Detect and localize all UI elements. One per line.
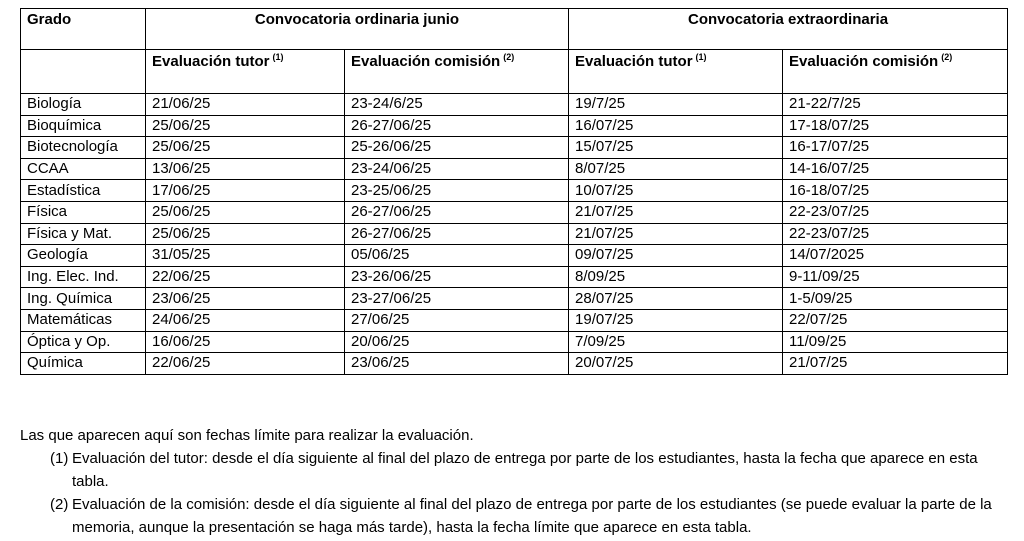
note-item <box>50 447 1010 493</box>
ext-comision-cell: 9-11/09/25 <box>783 266 1008 288</box>
table-row <box>21 331 1008 353</box>
ord-tutor-cell: 17/06/25 <box>146 180 345 202</box>
grado-header: Grado <box>21 9 146 50</box>
ord-comision-cell: 05/06/25 <box>345 245 569 267</box>
table-row <box>21 266 1008 288</box>
ord-comision-header <box>345 50 569 94</box>
ext-tutor-cell: 15/07/25 <box>569 137 783 159</box>
table-row <box>21 201 1008 223</box>
grado-cell: CCAA <box>21 158 146 180</box>
table-row <box>21 180 1008 202</box>
ext-comision-cell: 22-23/07/25 <box>783 201 1008 223</box>
ext-comision-label: Evaluación comisión <box>789 53 939 70</box>
notes-section <box>20 424 1010 539</box>
extraordinaria-header: Convocatoria extraordinaria <box>569 9 1008 50</box>
grado-cell: Química <box>21 353 146 375</box>
ext-tutor-cell: 09/07/25 <box>569 245 783 267</box>
ext-comision-cell: 1-5/09/25 <box>783 288 1008 310</box>
ext-tutor-cell: 21/07/25 <box>569 201 783 223</box>
ord-tutor-cell: 21/06/25 <box>146 94 345 116</box>
ext-comision-cell: 17-18/07/25 <box>783 115 1008 137</box>
ordinaria-header: Convocatoria ordinaria junio <box>146 9 569 50</box>
ord-comision-cell: 26-27/06/25 <box>345 115 569 137</box>
ext-tutor-cell: 8/07/25 <box>569 158 783 180</box>
grado-cell: Óptica y Op. <box>21 331 146 353</box>
grado-cell: Física <box>21 201 146 223</box>
ext-comision-cell: 16-18/07/25 <box>783 180 1008 202</box>
ord-comision-cell: 27/06/25 <box>345 309 569 331</box>
grado-cell: Biotecnología <box>21 137 146 159</box>
table-row <box>21 223 1008 245</box>
table-row <box>21 94 1008 116</box>
empty-header-cell <box>21 50 146 94</box>
ext-tutor-cell: 10/07/25 <box>569 180 783 202</box>
ext-tutor-cell: 21/07/25 <box>569 223 783 245</box>
ord-tutor-cell: 16/06/25 <box>146 331 345 353</box>
grado-cell: Ing. Elec. Ind. <box>21 266 146 288</box>
ext-tutor-cell: 16/07/25 <box>569 115 783 137</box>
ord-tutor-cell: 25/06/25 <box>146 115 345 137</box>
ext-comision-cell: 16-17/07/25 <box>783 137 1008 159</box>
ord-tutor-cell: 23/06/25 <box>146 288 345 310</box>
grado-cell: Matemáticas <box>21 309 146 331</box>
ext-tutor-cell: 8/09/25 <box>569 266 783 288</box>
table-row <box>21 353 1008 375</box>
ord-tutor-cell: 25/06/25 <box>146 137 345 159</box>
ord-tutor-header <box>146 50 345 94</box>
ord-comision-cell: 23-25/06/25 <box>345 180 569 202</box>
notes-intro: Las que aparecen aquí son fechas límite para realizar la evaluación. <box>20 427 474 444</box>
table-row <box>21 245 1008 267</box>
ord-comision-cell: 23-27/06/25 <box>345 288 569 310</box>
note-number: (1) <box>50 450 69 467</box>
grado-cell: Estadística <box>21 180 146 202</box>
ext-tutor-cell: 19/07/25 <box>569 309 783 331</box>
ext-comision-cell: 22/07/25 <box>783 309 1008 331</box>
note-text: Evaluación de la comisión: desde el día siguiente al final del plazo de entrega por parte de los estudiantes (se puede evaluar la parte de la memoria, aunque la presentación se haga más tarde), hasta la fecha límite que aparece en esta tabla. <box>72 496 992 536</box>
ord-tutor-cell: 25/06/25 <box>146 223 345 245</box>
grado-cell: Ing. Química <box>21 288 146 310</box>
footnote-ref-1: (1) <box>695 52 707 62</box>
ord-tutor-cell: 13/06/25 <box>146 158 345 180</box>
table-row <box>21 137 1008 159</box>
ext-tutor-cell: 28/07/25 <box>569 288 783 310</box>
ord-tutor-cell: 25/06/25 <box>146 201 345 223</box>
note-number: (2) <box>50 496 69 513</box>
ord-comision-cell: 26-27/06/25 <box>345 201 569 223</box>
ord-tutor-cell: 22/06/25 <box>146 266 345 288</box>
dates-table <box>20 8 1008 375</box>
ext-comision-cell: 14-16/07/25 <box>783 158 1008 180</box>
footnote-ref-1: (1) <box>272 52 284 62</box>
ord-comision-cell: 23-26/06/25 <box>345 266 569 288</box>
ord-tutor-cell: 24/06/25 <box>146 309 345 331</box>
ext-comision-cell: 21/07/25 <box>783 353 1008 375</box>
ext-tutor-label: Evaluación tutor <box>575 53 693 70</box>
table-row <box>21 158 1008 180</box>
table-row <box>21 115 1008 137</box>
ext-tutor-header <box>569 50 783 94</box>
ord-comision-cell: 23-24/6/25 <box>345 94 569 116</box>
ext-tutor-cell: 20/07/25 <box>569 353 783 375</box>
ord-comision-cell: 25-26/06/25 <box>345 137 569 159</box>
ord-tutor-cell: 31/05/25 <box>146 245 345 267</box>
footnote-ref-2: (2) <box>941 52 953 62</box>
ord-comision-cell: 26-27/06/25 <box>345 223 569 245</box>
grado-cell: Geología <box>21 245 146 267</box>
ext-comision-cell: 11/09/25 <box>783 331 1008 353</box>
ext-tutor-cell: 19/7/25 <box>569 94 783 116</box>
ext-comision-header <box>783 50 1008 94</box>
ord-comision-cell: 20/06/25 <box>345 331 569 353</box>
ord-comision-cell: 23/06/25 <box>345 353 569 375</box>
note-text: Evaluación del tutor: desde el día siguiente al final del plazo de entrega por parte de los estudiantes, hasta la fecha que aparece en esta tabla. <box>72 450 978 490</box>
grado-cell: Física y Mat. <box>21 223 146 245</box>
ext-comision-cell: 22-23/07/25 <box>783 223 1008 245</box>
footnote-ref-2: (2) <box>503 52 515 62</box>
table-row <box>21 309 1008 331</box>
ord-tutor-cell: 22/06/25 <box>146 353 345 375</box>
grado-cell: Bioquímica <box>21 115 146 137</box>
ext-tutor-cell: 7/09/25 <box>569 331 783 353</box>
ext-comision-cell: 21-22/7/25 <box>783 94 1008 116</box>
ord-comision-cell: 23-24/06/25 <box>345 158 569 180</box>
ext-comision-cell: 14/07/2025 <box>783 245 1008 267</box>
ord-tutor-label: Evaluación tutor <box>152 53 270 70</box>
ord-comision-label: Evaluación comisión <box>351 53 501 70</box>
grado-cell: Biología <box>21 94 146 116</box>
note-item <box>50 493 1010 539</box>
table-row <box>21 288 1008 310</box>
